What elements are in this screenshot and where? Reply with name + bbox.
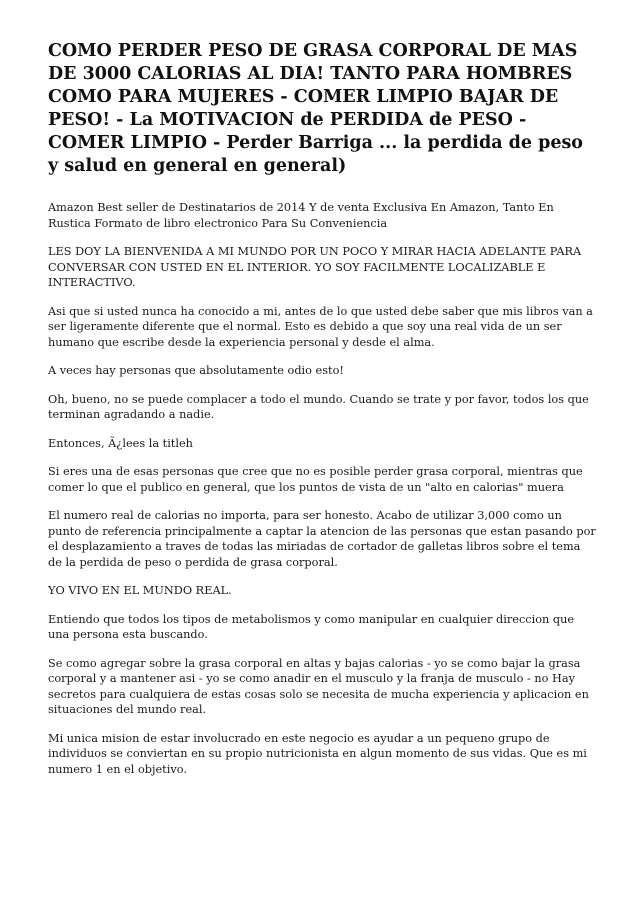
paragraph-high-calorie: Si eres una de esas personas que cree que no es posible perder grasa corporal, mientras que comer lo que el publico en general, que los puntos de vista de un "alto en calorias" muera [48, 465, 583, 494]
document-title: COMO PERDER PESO DE GRASA CORPORAL DE MAS DE 3000 CALORIAS AL DIA! TANTO PARA HOMBRES COMO PARA MUJERES - COMER LIMPIO BAJAR DE PESO! - La MOTIVACION de PERDIDA de PESO - COMER LIMPIO - Perder Barriga ... la perdida de peso y salud en general en general) [48, 41, 583, 176]
paragraph-read-title: Entonces, Ã¿lees la titleh [48, 436, 193, 450]
paragraph-real-world: YO VIVO EN EL MUNDO REAL. [48, 584, 232, 597]
paragraph-body-fat: Se como agregar sobre la grasa corporal en altas y bajas calorias - yo se como bajar la grasa corporal y a mantener asi - yo se como anadir en el musculo y la franja de musculo - no Hay secretos para cualquiera de estas cosas solo se necesita de mucha experiencia y aplicacion en situaciones del mundo real. [48, 656, 589, 716]
paragraph-mission: Mi unica mision de estar involucrado en este negocio es ayudar a un pequeno grupo de individuos se conviertan en su propio nutricionista en algun momento de sus vidas. Que es mi numero 1 en el objetivo. [48, 731, 587, 776]
paragraph-metabolisms: Entiendo que todos los tipos de metabolismos y como manipular en cualquier direccion que una persona esta buscando. [48, 612, 575, 641]
paragraph-please-everyone: Oh, bueno, no se puede complacer a todo el mundo. Cuando se trate y por favor, todos los que terminan agradando a nadie. [48, 392, 589, 421]
paragraph-calorie-number: El numero real de calorias no importa, para ser honesto. Acabo de utilizar 3,000 como un punto de referencia principalmente a captar la atencion de las personas que estan pasando por el desplazamiento a traves de todas las miriadas de cortador de galletas libros sobre el tema de la perdida de peso o perdida de grasa corporal. [48, 509, 596, 569]
paragraph-welcome: LES DOY LA BIENVENIDA A MI MUNDO POR UN POCO Y MIRAR HACIA ADELANTE PARA CONVERSAR CON USTED EN EL INTERIOR. YO SOY FACILMENTE LOCALIZABLE E INTERACTIVO. [48, 245, 582, 289]
paragraph-people-hate: A veces hay personas que absolutamente odio esto! [48, 364, 344, 377]
paragraph-bestseller: Amazon Best seller de Destinatarios de 2014 Y de venta Exclusiva En Amazon, Tanto En Rustica Formato de libro electronico Para Su Conveniencia [48, 201, 554, 230]
document-page [48, 40, 596, 790]
paragraph-books-different: Asi que si usted nunca ha conocido a mi, antes de lo que usted debe saber que mis libros van a ser ligeramente diferente que el normal. Esto es debido a que soy una real vida de un ser humano que escribe desde la experiencia personal y desde el alma. [48, 304, 593, 349]
